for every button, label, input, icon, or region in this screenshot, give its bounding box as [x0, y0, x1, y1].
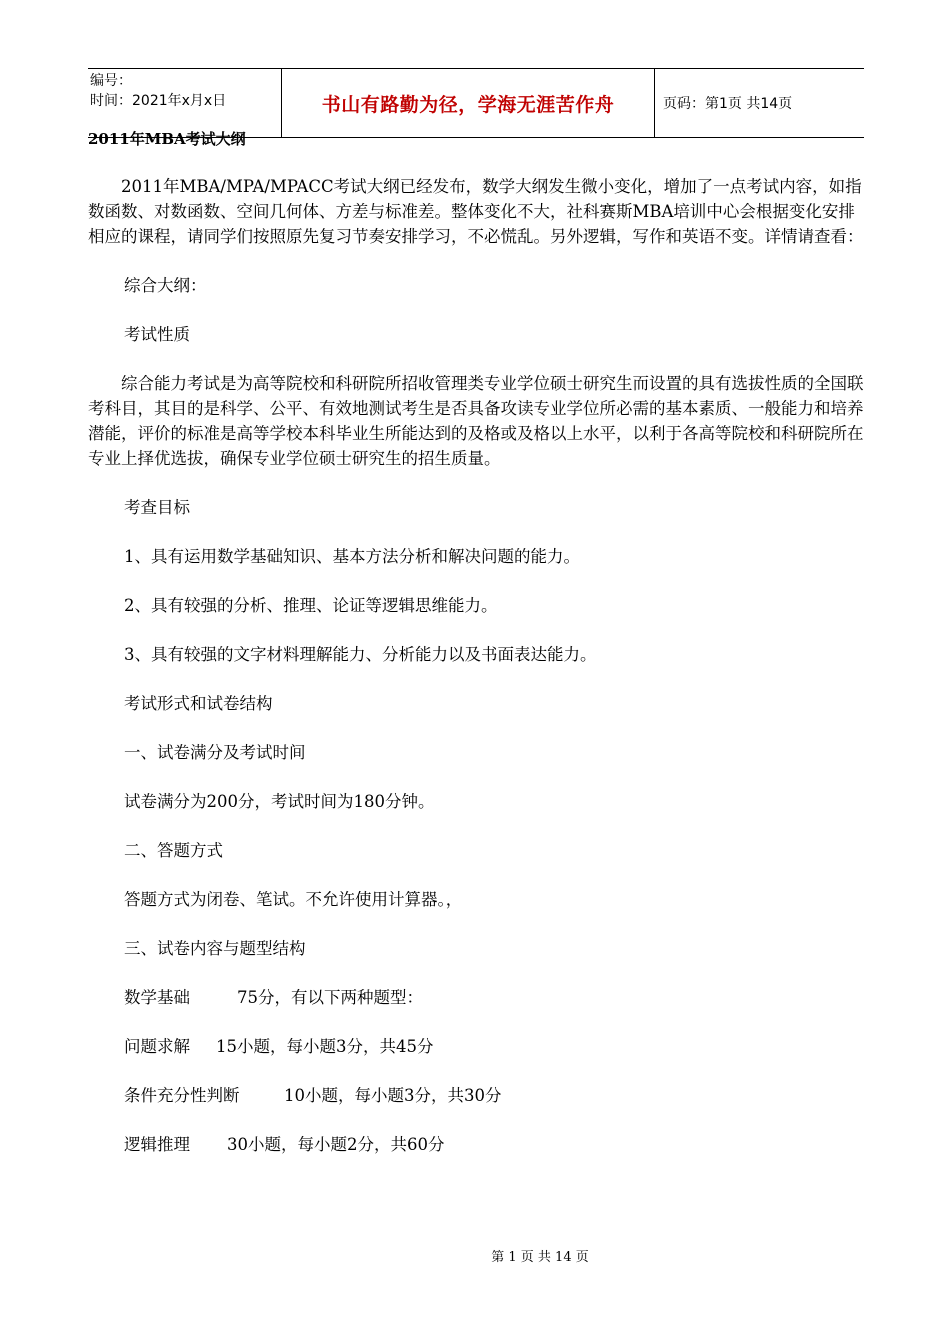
header-motto: 书山有路勤为径，学海无涯苦作舟: [281, 69, 655, 137]
logic-line: [88, 1132, 864, 1157]
goal-item-1: 1、具有运用数学基础知识、基本方法分析和解决问题的能力。: [124, 547, 580, 566]
math-detail: 75分，有以下两种题型：: [237, 988, 423, 1007]
goal-heading: 考查目标: [124, 498, 190, 517]
document-body: [88, 174, 864, 1157]
problem-solving-detail: 15小题，每小题3分，共45分: [216, 1037, 434, 1056]
math-line: [88, 985, 864, 1010]
nature-heading: 考试性质: [124, 325, 190, 344]
intro-paragraph: 2011年MBA/MPA/MPACC考试大纲已经发布，数学大纲发生微小变化，增加了一点考试内容，如指数函数、对数函数、空间几何体、方差与标准差。整体变化不大，社科赛斯MBA培训中心会根据变化安排相应的课程，请同学们按照原先复习节奏安排学习，不必慌乱。另外逻辑，写作和英语不变。详情请查看：: [88, 177, 864, 246]
nature-paragraph: 综合能力考试是为高等院校和科研院所招收管理类专业学位硕士研究生而设置的具有选拔性质的全国联考科目，其目的是科学、公平、有效地测试考生是否具备攻读专业学位所必需的基本素质、一般能力和培养潜能，评价的标准是高等学校本科毕业生所能达到的及格或及格以上水平，以利于各高等院校和科研院所在专业上择优选拔，确保专业学位硕士研究生的招生质量。: [88, 374, 864, 468]
sufficiency-detail: 10小题，每小题3分，共30分: [284, 1086, 502, 1105]
header-meta-cell: [88, 69, 281, 137]
header-page-info: 页码：第1页 共14页: [663, 96, 793, 112]
section-1-body: 试卷满分为200分，考试时间为180分钟。: [124, 792, 435, 811]
goal-item-3: 3、具有较强的文字材料理解能力、分析能力以及书面表达能力。: [124, 645, 597, 664]
section-2-heading: 二、答题方式: [124, 841, 223, 860]
document-title: 2011年MBA考试大纲: [88, 130, 246, 148]
logic-detail: 30小题，每小题2分，共60分: [227, 1135, 445, 1154]
goal-item-2: 2、具有较强的分析、推理、论证等逻辑思维能力。: [124, 596, 498, 615]
syllabus-label: 综合大纲：: [124, 276, 207, 295]
format-heading: 考试形式和试卷结构: [124, 694, 273, 713]
logic-label: 逻辑推理: [124, 1135, 190, 1154]
math-label: 数学基础: [124, 988, 190, 1007]
document-number-label: 编号：: [90, 73, 132, 89]
section-3-heading: 三、试卷内容与题型结构: [124, 939, 306, 958]
section-1-heading: 一、试卷满分及考试时间: [124, 743, 306, 762]
section-2-body: 答题方式为闭卷、笔试。不允许使用计算器。，: [124, 890, 463, 909]
sufficiency-line: [88, 1083, 864, 1108]
page-footer: 第 1 页 共 14 页: [491, 1250, 589, 1265]
document-date-label: 时间：2021年x月x日: [90, 93, 227, 109]
problem-solving-label: 问题求解: [124, 1037, 190, 1056]
problem-solving-line: [88, 1034, 864, 1059]
sufficiency-label: 条件充分性判断: [124, 1086, 240, 1105]
